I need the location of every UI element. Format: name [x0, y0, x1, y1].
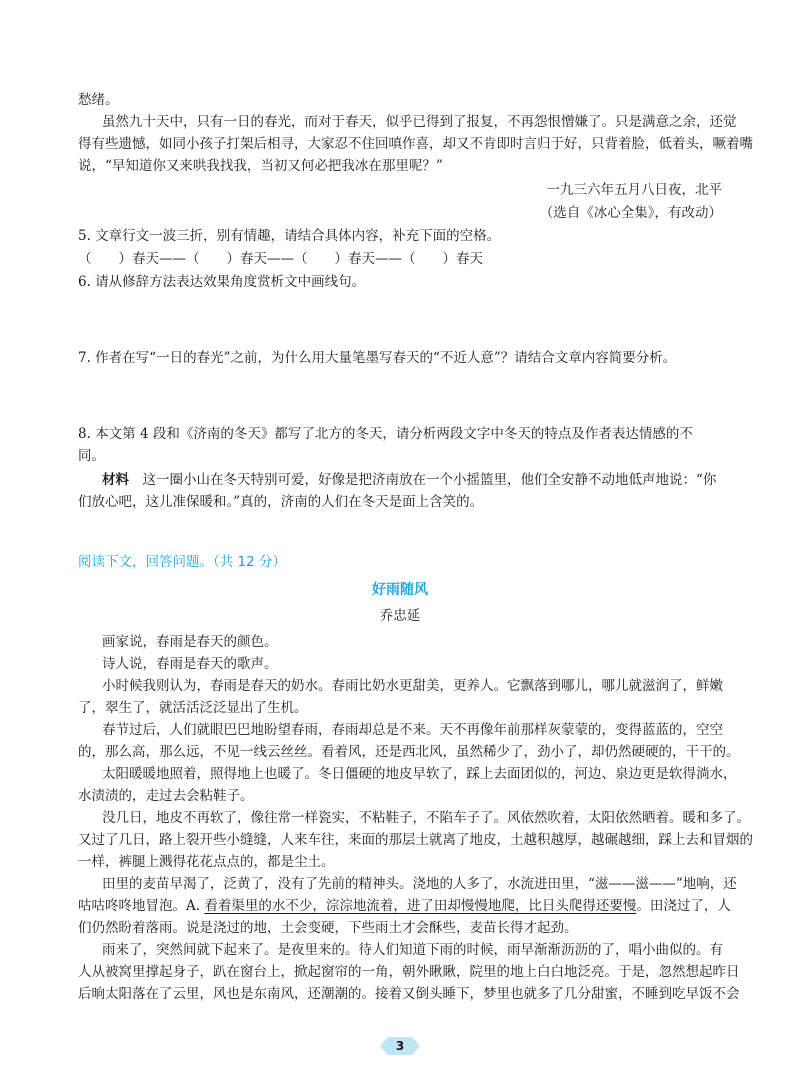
essay-line: 雨来了，突然间就下起来了。是夜里来的。待人们知道下雨的时候，雨早渐渐沥沥的了，唱小曲似的。有 [102, 942, 723, 958]
essay-line: 春节过后，人们就眼巴巴地盼望春雨，春雨却总是不来。天不再像年前那样灰蒙蒙的，变得蓝蓝的，空空 [102, 722, 723, 738]
essay-line: 又过了几日，路上裂开些小缝缝，人来车往，来面的那层土就离了地皮，土越积越厚，越碾越细，踩上去和冒烟的 [78, 832, 753, 848]
essay-line: 了，翠生了，就活活泛泛显出了生机。 [78, 700, 308, 716]
section-heading: 阅读下文，回答问题。（共 12 分） [78, 554, 287, 570]
essay-line: 没几日，地皮不再软了，像往常一样瓷实，不粘鞋子，不陷车子了。风依然吹着，太阳依然晒着。暖和多了。 [102, 810, 750, 826]
essay-line: 画家说，春雨是春天的颜色。 [102, 634, 278, 650]
text-line: 得有些遗憾，如同小孩子打架后相寻，大家忍不住回嗔作喜，却又不肯即时言归于好，只背着脸，低着头，噘着嘴 [78, 136, 753, 152]
question-5: 5. 文章行文一波三折，别有情趣，请结合具体内容，补充下面的空格。 [78, 228, 501, 244]
material-label: 材料 [102, 472, 129, 488]
material-text: 这一圈小山在冬天特别可爱，好像是把济南放在一个小摇篮里，他们全安静不动地低声地说：“你 [142, 472, 717, 488]
essay-line: 诗人说，春雨是春天的歌声。 [102, 656, 278, 672]
essay-title: 好雨随风 [372, 582, 428, 598]
essay-line: 太阳暖暖地照着，照得地上也暖了。冬日僵硬的地皮早软了，踩上去面团似的，河边、泉边更是软得淌水， [102, 766, 737, 782]
question-8-continued: 同。 [78, 448, 105, 464]
essay-line: 的，那么高，那么远，不见一线云丝丝。看着风，还是西北风，虽然稀少了，劲小了，却仍然硬硬的，干干的。 [78, 744, 740, 760]
question-8: 8. 本文第 4 段和《济南的冬天》都写了北方的冬天，请分析两段文字中冬天的特点及作者表达情感的不 [78, 426, 693, 442]
essay-line: 小时候我则认为，春雨是春天的奶水。春雨比奶水更甜美，更养人。它飘落到哪儿，哪儿就滋润了，鲜嫩 [102, 678, 723, 694]
essay-line: 一样，裤腿上溅得花花点点的，都是尘土。 [78, 854, 335, 870]
essay-line: 们仍然盼着落雨。说是浇过的地，土会变硬，下些雨土才会酥些，麦苗长得才起劲。 [78, 920, 578, 936]
essay-line: 人从被窝里撑起身子，趴在窗台上，掀起窗帘的一角，朝外瞅瞅，院里的地上白白地泛亮。于是，忽然想起昨日 [78, 964, 740, 980]
essay-author: 乔忠延 [379, 608, 421, 624]
essay-line: 水渍渍的，走过去会粘鞋子。 [78, 788, 254, 804]
essay-text: 。田浇过了，人 [636, 898, 731, 914]
underlined-sentence-a: 看着渠里的水不少，淙淙地流着，进了田却慢慢地爬，比日头爬得还要慢 [204, 898, 637, 914]
text-line: 说，“早知道你又来哄我找我，当初又何必把我冰在那里呢？” [78, 158, 443, 174]
question-6: 6. 请从修辞方法表达效果角度赏析文中画线句。 [78, 274, 366, 290]
text-line: 愁绪。 [78, 92, 119, 108]
page-number-text: 3 [395, 1039, 405, 1053]
essay-line: 后晌太阳落在了云里，风也是东南风，还潮潮的。接着又倒头睡下，梦里也就多了几分甜蜜，不睡到吃早饭不会 [78, 986, 740, 1002]
essay-text: 咕咕咚咚地冒泡。A. [78, 898, 205, 914]
essay-date-place: 一九三六年五月八日夜，北平 [546, 182, 722, 198]
material-line [102, 470, 722, 490]
material-text: 们放心吧，这儿准保暖和。”真的，济南的人们在冬天是面上含笑的。 [78, 494, 484, 510]
page-number [378, 1035, 422, 1057]
question-5-blanks: （ ）春天——（ ）春天——（ ）春天——（ ）春天 [78, 251, 483, 267]
text-line: 虽然九十天中，只有一日的春光，而对于春天，似乎已得到了报复，不再怨恨憎嫌了。只是满意之余，还觉 [102, 114, 737, 130]
essay-source: （选自《冰心全集》，有改动） [539, 205, 722, 221]
essay-line [78, 896, 731, 916]
essay-line: 田里的麦苗早渴了，泛黄了，没有了先前的精神头。浇地的人多了，水流进田里，“滋——滋——”地响，还 [102, 876, 737, 892]
question-7: 7. 作者在写“一日的春光”之前，为什么用大量笔墨写春天的“不近人意”？请结合文章内容简要分析。 [78, 350, 677, 366]
